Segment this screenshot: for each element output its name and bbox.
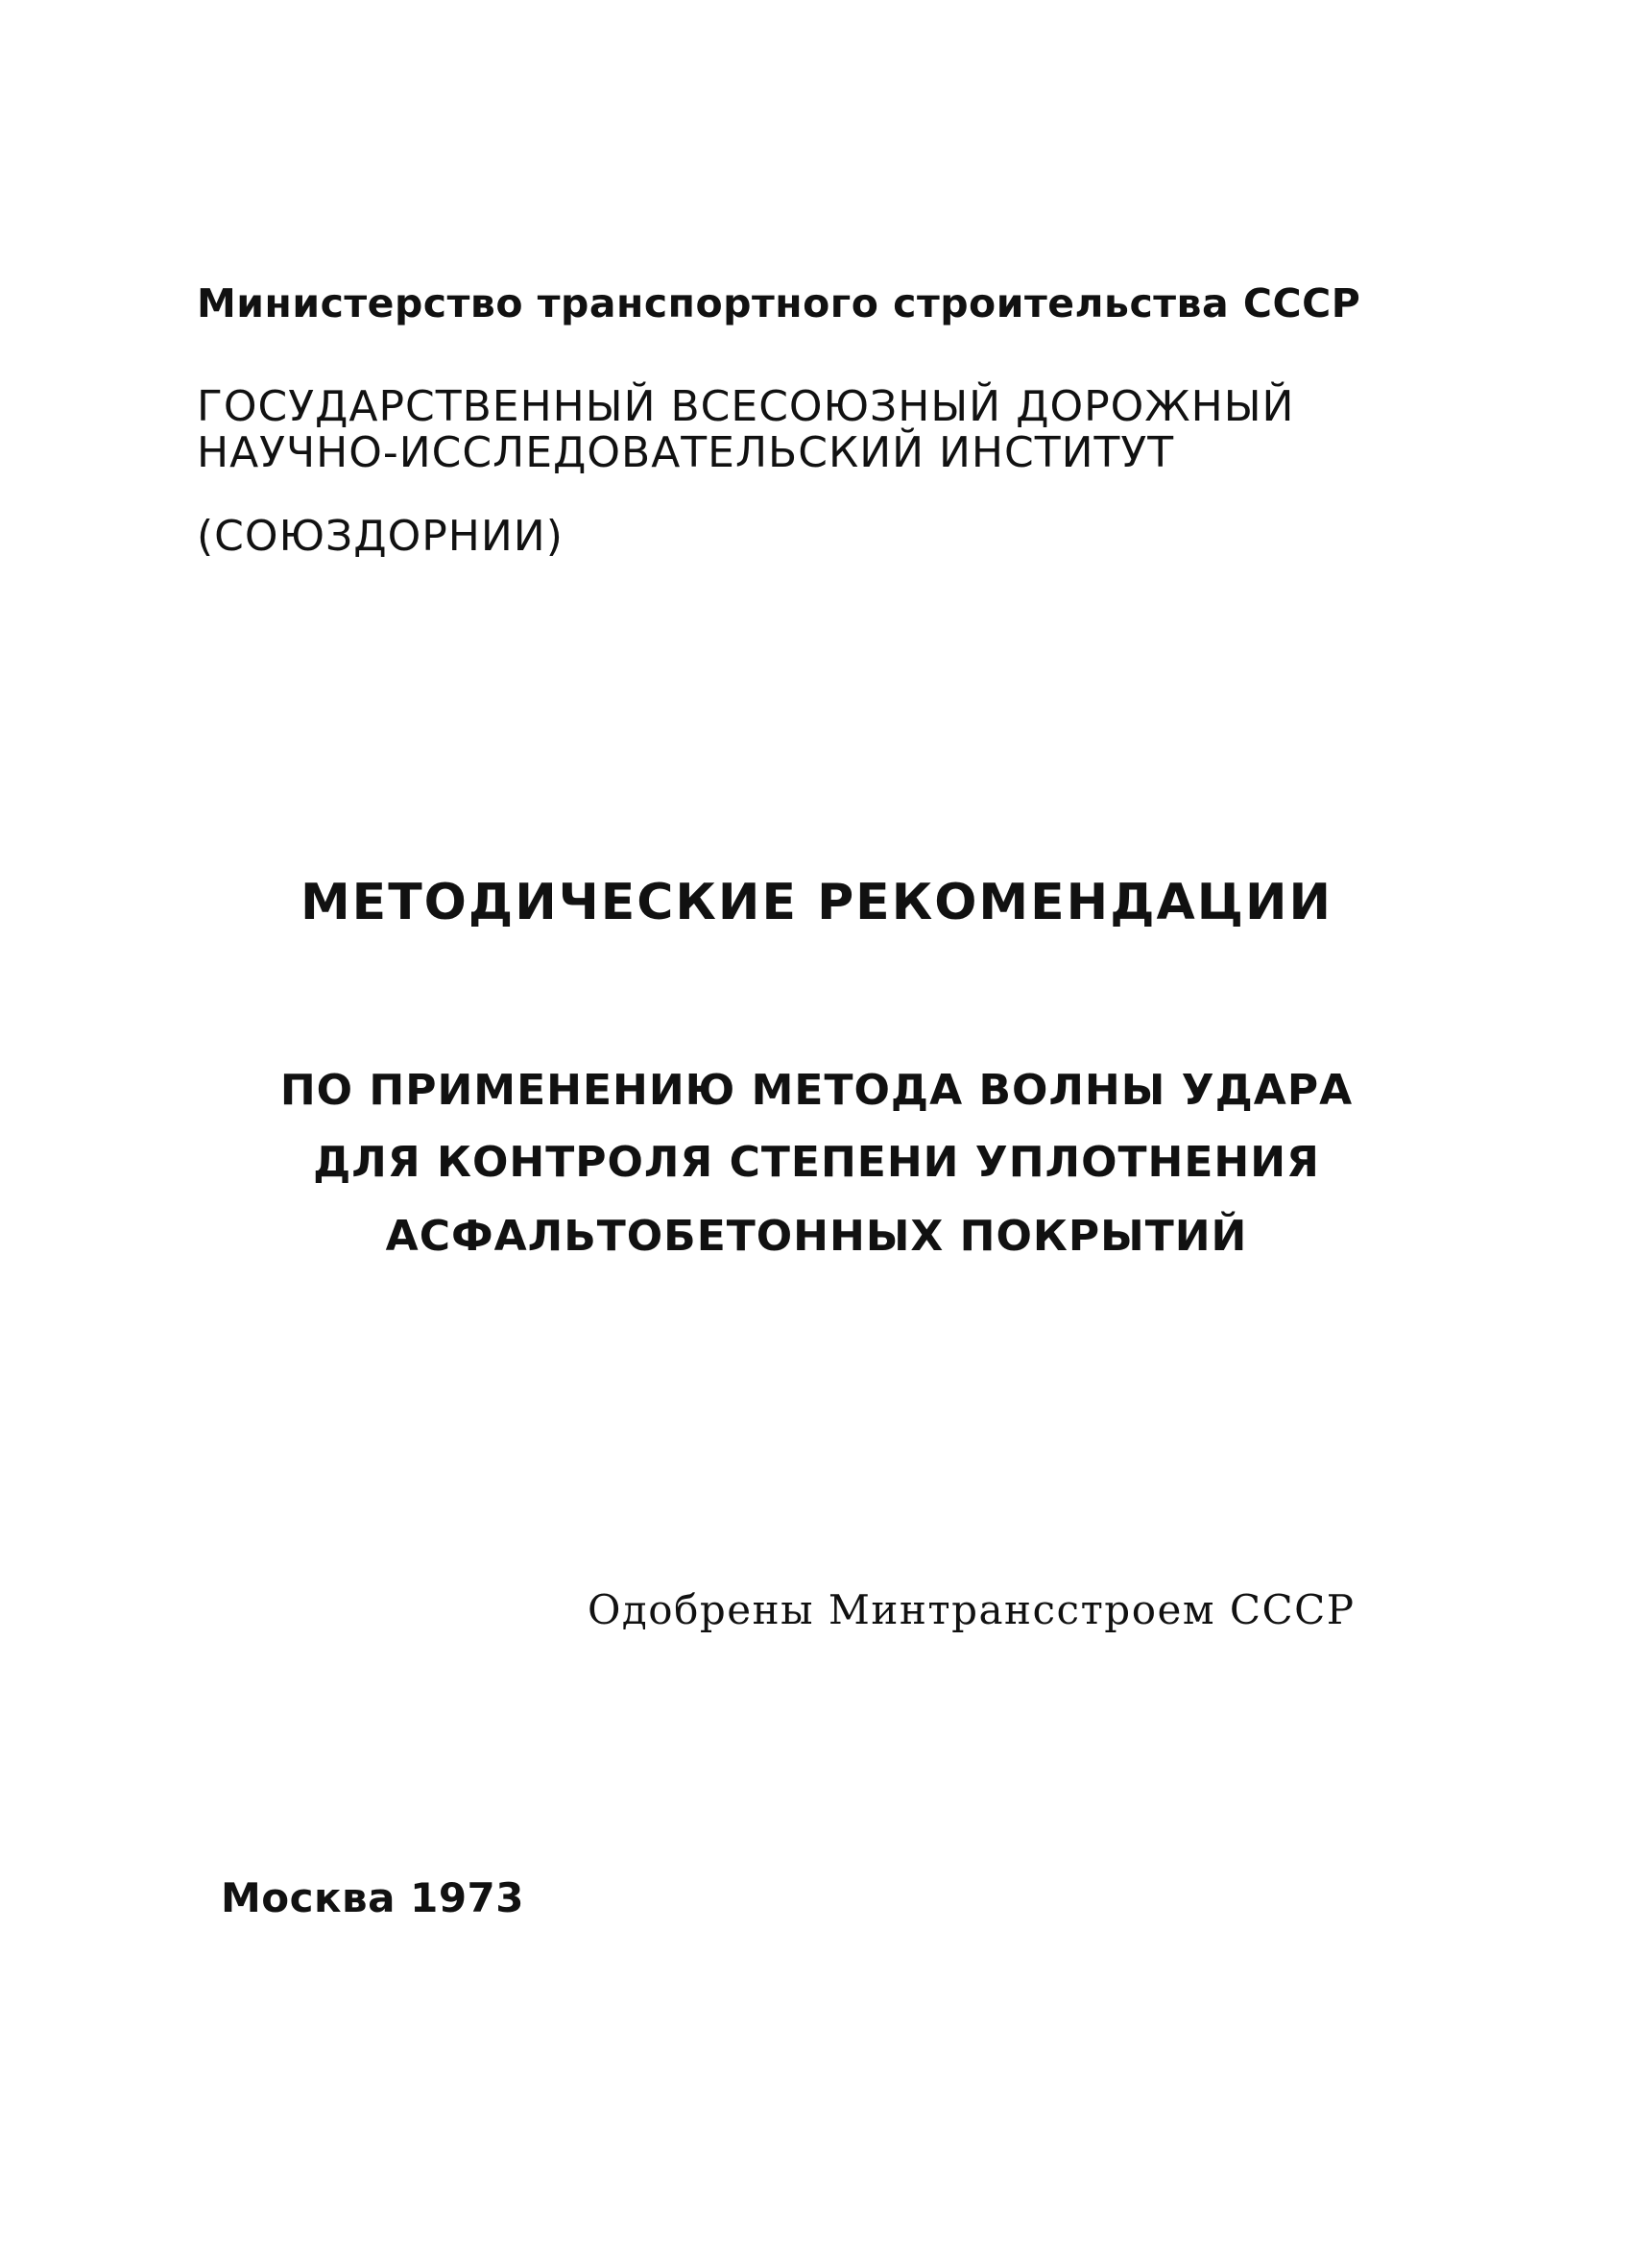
document-title: МЕТОДИЧЕСКИЕ РЕКОМЕНДАЦИИ	[300, 874, 1333, 931]
document-subtitle-line-2: ДЛЯ КОНТРОЛЯ СТЕПЕНИ УПЛОТНЕНИЯ	[313, 1138, 1320, 1187]
document-subtitle-line-3: АСФАЛЬТОБЕТОННЫХ ПОКРЫТИЙ	[385, 1212, 1248, 1261]
document-subtitle-line-1: ПО ПРИМЕНЕНИЮ МЕТОДА ВОЛНЫ УДАРА	[279, 1066, 1354, 1115]
institute-abbreviation: (СОЮЗДОРНИИ)	[197, 512, 564, 561]
city-and-year: Москва 1973	[221, 1874, 524, 1921]
ministry-name: Министерство транспортного строительства СССР	[197, 280, 1361, 326]
institute-name-line-2: НАУЧНО-ИССЛЕДОВАТЕЛЬСКИЙ ИНСТИТУТ	[197, 428, 1175, 477]
approval-note: Одобрены Минтрансстроем СССР	[588, 1586, 1356, 1633]
institute-name-line-1: ГОСУДАРСТВЕННЫЙ ВСЕСОЮЗНЫЙ ДОРОЖНЫЙ	[197, 382, 1295, 431]
